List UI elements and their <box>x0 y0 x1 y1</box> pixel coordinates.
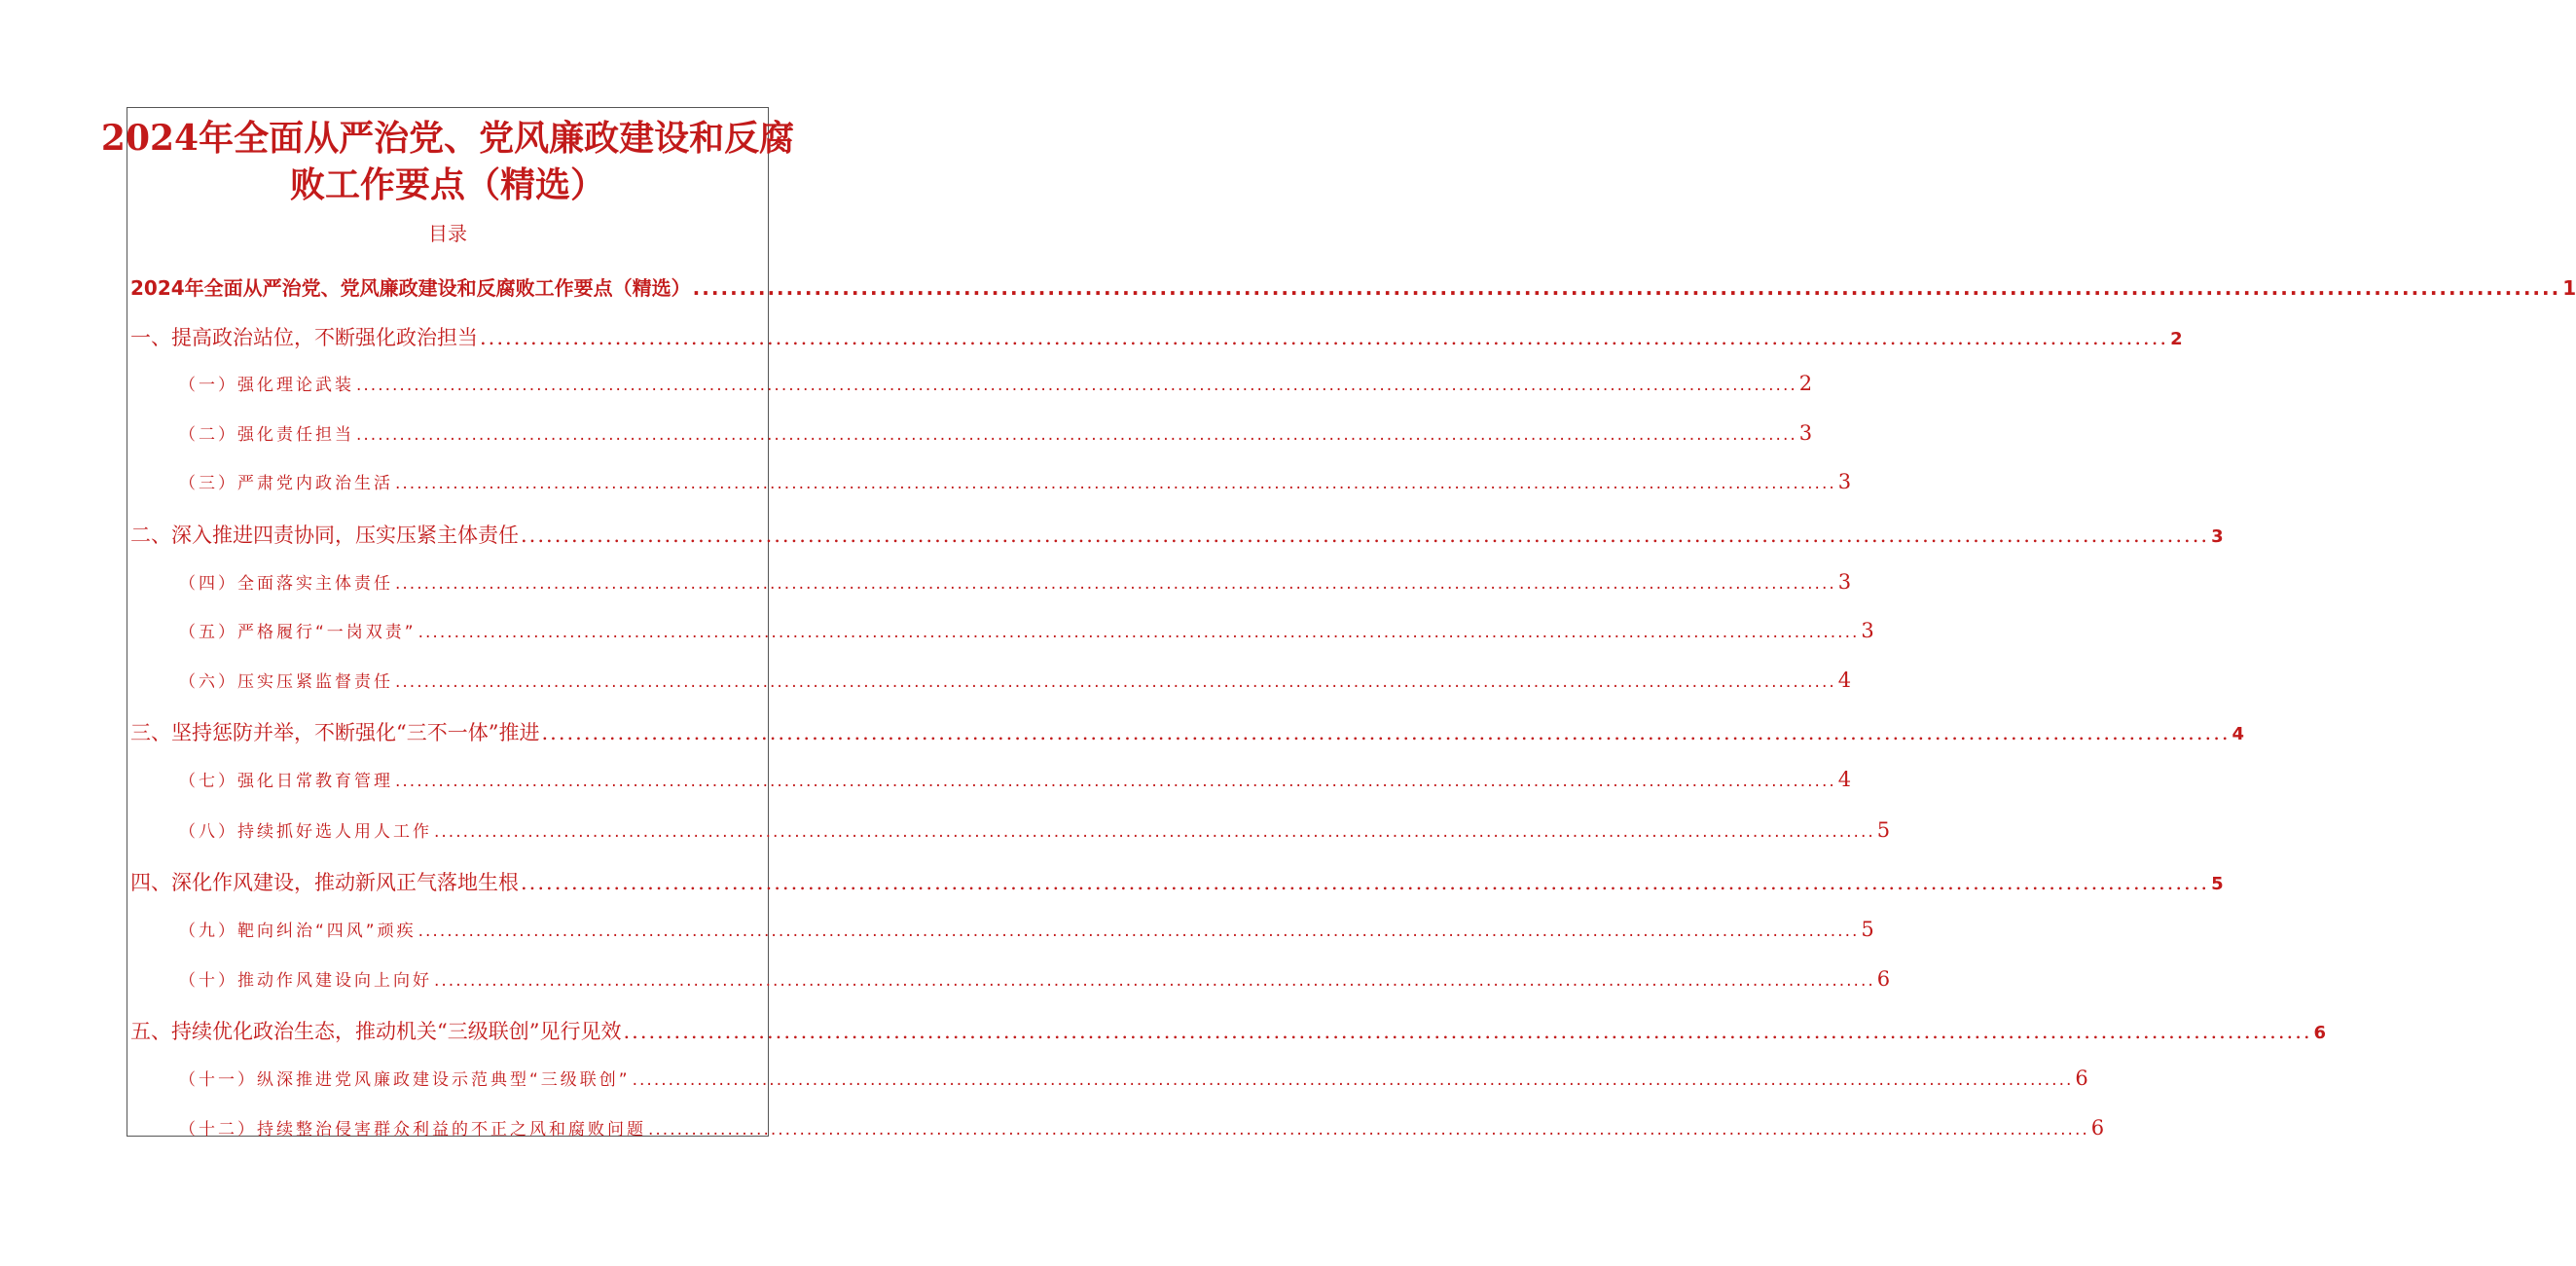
toc-leader-dots: ........................................................................................................................................................................................................ <box>417 922 1860 941</box>
toc-entry[interactable] <box>179 569 1852 594</box>
toc-entry[interactable] <box>130 1016 2327 1045</box>
toc-leader-dots: ........................................................................................................................................................................................................ <box>356 376 1797 395</box>
toc-entry-page-number: 5 <box>2211 874 2224 894</box>
toc-entry-text: （五）严格履行“一岗双责” <box>179 623 417 642</box>
toc-entry-text: 四、深化作风建设，推动新风正气落地生根 <box>130 871 519 894</box>
toc-entry-text: （八）持续抓好选人用人工作 <box>179 822 432 842</box>
toc-entry[interactable] <box>179 469 1852 493</box>
toc-leader-dots: ........................................................................................................................................................................................................ <box>648 1120 2089 1139</box>
toc-entry-page-number: 3 <box>1837 570 1852 594</box>
toc-entry[interactable] <box>179 1115 2105 1139</box>
toc-leader-dots: ........................................................................................................................................................................................................ <box>395 574 1836 594</box>
toc-entry[interactable] <box>179 817 1891 842</box>
toc-entry-page-number: 5 <box>1861 918 1874 941</box>
toc-entry-page-number: 4 <box>1837 768 1852 791</box>
toc-entry-page-number: 4 <box>2231 724 2245 744</box>
toc-entry-page-number: 3 <box>2211 526 2224 547</box>
toc-entry-text: （十二）持续整治侵害群众利益的不正之风和腐败问题 <box>179 1120 646 1139</box>
toc-entry-page-number: 5 <box>1876 818 1891 842</box>
toc-entry[interactable] <box>179 966 1891 991</box>
toc-entry-page-number: 1 <box>2562 276 2576 300</box>
toc-leader-dots: ........................................................................................................................................................................................................ <box>395 672 1836 692</box>
document-title-line-1: 2024年全面从严治党、党风廉政建设和反腐 <box>100 118 795 159</box>
toc-entry-text: （四）全面落实主体责任 <box>179 574 393 594</box>
toc-entry[interactable] <box>179 1066 2088 1090</box>
toc-leader-dots: ........................................................................................................................................................................................................ <box>541 721 2231 744</box>
toc-entry-text: （九）靶向纠治“四风”顽疾 <box>179 922 417 941</box>
toc-entry-page-number: 3 <box>1837 470 1852 493</box>
toc-entry-text: （三）严肃党内政治生活 <box>179 474 393 493</box>
toc-leader-dots: ........................................................................................................................................................................................................ <box>395 772 1836 791</box>
toc-entry-page-number: 6 <box>2090 1116 2105 1139</box>
toc-entry[interactable] <box>130 717 2245 746</box>
toc-leader-dots: ........................................................................................................................................................................................................ <box>395 474 1836 493</box>
toc-entry[interactable] <box>179 917 1874 941</box>
toc-entry[interactable] <box>179 668 1852 692</box>
toc-leader-dots: ........................................................................................................................................................................................................ <box>434 822 1875 842</box>
toc-entry-page-number: 3 <box>1861 619 1874 642</box>
toc-entry[interactable] <box>130 272 2576 301</box>
toc-leader-dots: ........................................................................................................................................................................................................ <box>417 623 1860 642</box>
toc-leader-dots: ........................................................................................................................................................................................................ <box>356 425 1797 445</box>
toc-leader-dots: ........................................................................................................................................................................................................ <box>521 871 2210 894</box>
toc-entry-page-number: 4 <box>1837 669 1852 692</box>
toc-leader-dots: ........................................................................................................................................................................................................ <box>480 326 2169 349</box>
toc-entry[interactable] <box>179 371 1813 395</box>
toc-leader-dots: ........................................................................................................................................................................................................ <box>521 524 2210 547</box>
toc-entry-page-number: 2 <box>2170 329 2183 349</box>
toc-entry[interactable] <box>130 867 2224 896</box>
toc-entry-text: 2024年全面从严治党、党风廉政建设和反腐败工作要点（精选） <box>130 276 691 300</box>
toc-entry-text: （十一）纵深推进党风廉政建设示范典型“三级联创” <box>179 1070 631 1090</box>
toc-entry-text: 五、持续优化政治生态，推动机关“三级联创”见行见效 <box>130 1020 622 1043</box>
toc-entry-text: 一、提高政治站位，不断强化政治担当 <box>130 326 478 349</box>
toc-entry-page-number: 2 <box>1798 372 1813 395</box>
toc-heading: 目录 <box>428 222 467 245</box>
toc-leader-dots: ........................................................................................................................................................................................................ <box>434 971 1875 991</box>
toc-entry-page-number: 6 <box>2075 1067 2088 1090</box>
toc-entry[interactable] <box>130 322 2183 351</box>
toc-entry-text: 二、深入推进四责协同，压实压紧主体责任 <box>130 524 519 547</box>
toc-entry-text: （十）推动作风建设向上向好 <box>179 971 432 991</box>
toc-entry[interactable] <box>179 618 1874 642</box>
toc-entry-text: （六）压实压紧监督责任 <box>179 672 393 692</box>
toc-entry-text: （一）强化理论武装 <box>179 376 354 395</box>
toc-entry-page-number: 3 <box>1798 421 1813 445</box>
toc-leader-dots: ........................................................................................................................................................................................................ <box>623 1020 2312 1043</box>
toc-entry[interactable] <box>130 520 2224 549</box>
toc-entry[interactable] <box>179 767 1852 791</box>
toc-leader-dots: ........................................................................................................................................................................................................ <box>692 276 2561 300</box>
toc-leader-dots: ........................................................................................................................................................................................................ <box>632 1070 2074 1090</box>
toc-entry-text: （七）强化日常教育管理 <box>179 772 393 791</box>
toc-entry-page-number: 6 <box>1876 967 1891 991</box>
toc-entry[interactable] <box>179 420 1813 445</box>
toc-entry-text: （二）强化责任担当 <box>179 425 354 445</box>
document-title-line-2: 败工作要点（精选） <box>289 164 605 205</box>
toc-entry-page-number: 6 <box>2313 1023 2327 1043</box>
toc-entry-text: 三、坚持惩防并举，不断强化“三不一体”推进 <box>130 721 540 744</box>
